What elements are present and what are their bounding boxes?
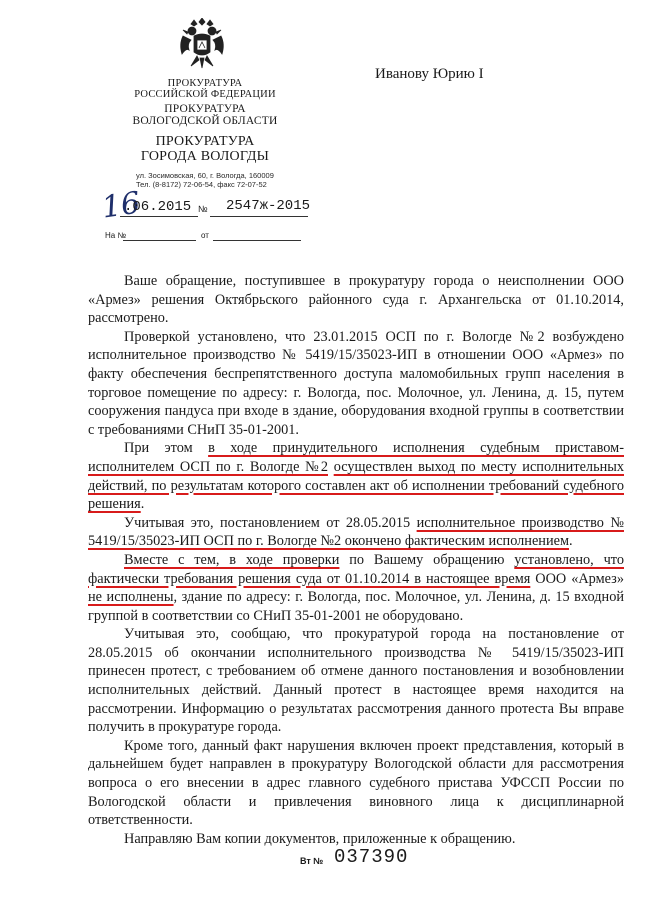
letter-body [88, 272, 624, 848]
date-underline [120, 216, 198, 217]
highlighted-text: не исполнены [88, 589, 174, 606]
org-name-line: ВОЛОГОДСКОЙ ОБЛАСТИ [132, 115, 278, 127]
org-name-federation [110, 78, 300, 100]
org-address [136, 171, 306, 189]
reference-row [105, 231, 305, 243]
org-name-line: ПРОКУРАТУРА [167, 78, 243, 89]
text-run: . [140, 496, 145, 513]
date-value: .06.2015 [124, 199, 192, 215]
paragraph: Кроме того, данный факт нарушения включен проект представления, который в дальнейшем будет направлен в прокуратуру Вологодской области для рассмотрения вопроса о его внесении в адрес главного судебного пристава УФССП России по Вологодской области и привлечения виновного лица к дисциплинарной ответственности. [88, 737, 624, 829]
highlighted-text: в ходе принудительного исполнения судебным приставом-исполнителем ОСП по г. Вологде №2 [88, 440, 624, 475]
serial-number [300, 846, 500, 870]
text-run: . [569, 533, 573, 550]
text-run: по Вашему обращению [339, 551, 515, 568]
text-run: ООО «Армез» [530, 570, 624, 587]
text-run: Учитывая это, постановлением от 28.05.2015 [124, 514, 417, 531]
paragraph: Ваше обращение, поступившее в прокуратуру города о неисполнении ООО «Армез» решения Октябрьского районного суда г. Архангельска от 01.10.2014, рассмотрено. [88, 273, 624, 327]
org-name-line: РОССИЙСКОЙ ФЕДЕРАЦИИ [134, 89, 276, 100]
number-underline [210, 216, 308, 217]
phone-line: Тел. (8-8172) 72-06-54, факс 72-07-52 [136, 180, 267, 189]
highlighted-text: установлено, что фактически требования решения суда от 01.10.2014 в настоящее время [88, 551, 624, 587]
org-name-line: ГОРОДА ВОЛОГДЫ [140, 149, 270, 164]
reference-date-label: от [201, 231, 209, 240]
serial-value: 037390 [334, 846, 409, 868]
highlighted-text: Вместе с тем, в ходе проверки [124, 551, 340, 568]
handwritten-day: 16 [99, 185, 143, 226]
org-name-city [110, 134, 300, 164]
recipient-name: Иванову Юрию I [375, 66, 484, 82]
reference-number-label: На № [105, 231, 127, 240]
paragraph: Направляю Вам копии документов, приложенные к обращению. [124, 830, 516, 847]
address-line: ул. Зосимовская, 60, г. Вологда, 160009 [136, 171, 274, 180]
number-label: № [198, 204, 208, 214]
org-name-oblast [110, 103, 300, 127]
reference-number-blank [123, 240, 196, 241]
text-run: , здание по адресу: г. Вологда, пос. Молочное, ул. Ленина, д. 15 входной группой в соответствии со СНиП 35-01-2001 не оборудовано. [88, 589, 624, 624]
org-name-line: ПРОКУРАТУРА [155, 134, 255, 149]
reference-date-blank [213, 240, 301, 241]
paragraph [88, 514, 624, 551]
paragraph: Учитывая это, сообщаю, что прокуратурой города на постановление от 28.05.2015 об окончании исполнительного производства № 5419/15/35023-ИП принесен протест, с требованием об отмене данного постановления и возобновлении исполнительных действий. Данный протест в настоящее время находится на рассмотрении. Информацию о результатах рассмотрения данного протеста Вы вправе получить в прокуратуре города. [88, 626, 624, 736]
org-name-line: ПРОКУРАТУРА [164, 103, 246, 115]
highlighted-text: исполнительное производство № 5419/15/35023-ИП ОСП по г. Вологде №2 окончено фактическим исполнением [88, 514, 624, 550]
text-run: При этом [124, 440, 209, 457]
highlighted-text: осуществлен выход по месту исполнительных действий, по результатам которого составлен акт об исполнении требований судебного решения [88, 458, 624, 513]
paragraph: Проверкой установлено, что 23.01.2015 ОСП по г. Вологде №2 возбуждено исполнительное производство № 5419/15/35023-ИП в отношении ООО «Армез» по факту обеспечения беспрепятственного доступа маломобильных групп населения в торговое помещение по адресу: г. Вологда, пос. Молочное, ул. Ленина, д. 15, путем сооружения пандуса при входе в здание, оборудования входной группы в соответствии с требованиями СНиП 35-01-2001. [88, 328, 624, 438]
paragraph [88, 551, 624, 625]
serial-label: Вт № [300, 856, 324, 866]
paragraph [88, 439, 624, 513]
registration-date-number [99, 185, 332, 226]
double-headed-eagle-icon [177, 18, 227, 70]
outgoing-number: 2547ж-2015 [226, 198, 311, 214]
